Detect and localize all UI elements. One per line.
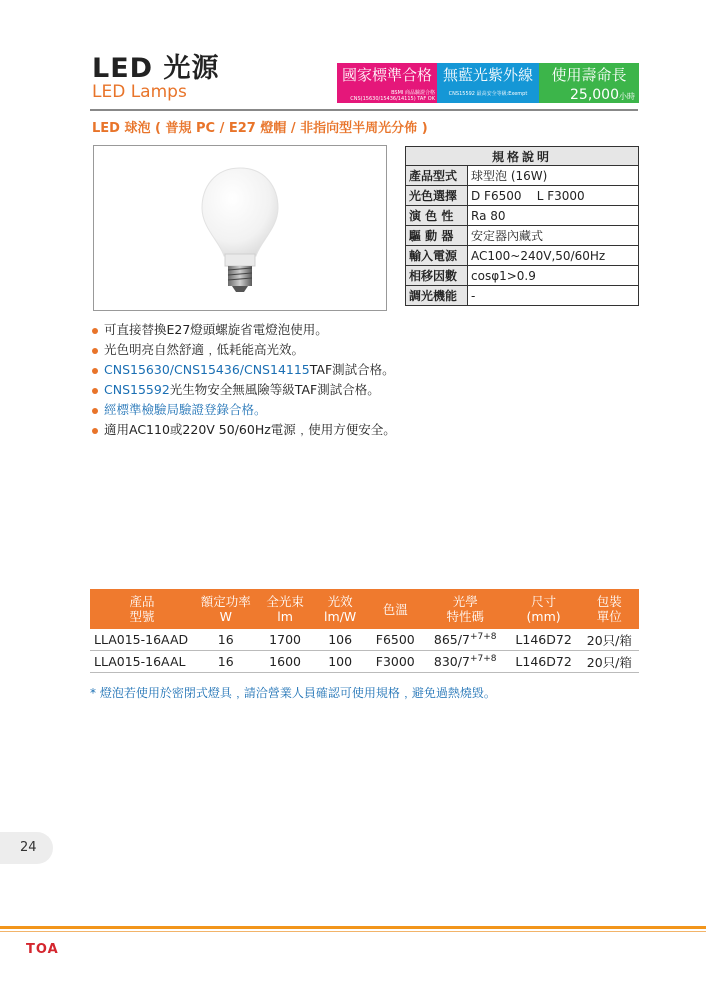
- bullet-icon: [92, 428, 98, 434]
- feature-text-standard: 經標準檢驗局驗證登錄合格。: [104, 402, 267, 417]
- spec-value: AC100~240V,50/60Hz: [468, 246, 639, 266]
- badge-subtext: CNS15592 最高安全等級:Exempt: [448, 91, 528, 97]
- spec-row: [406, 226, 639, 246]
- cell-lumen: 1700: [258, 629, 313, 651]
- spec-row: [406, 266, 639, 286]
- list-item: [92, 400, 396, 420]
- cell-size: L146D72: [508, 651, 580, 673]
- spec-key: 調光機能: [406, 286, 468, 306]
- table-row: [90, 651, 639, 673]
- cell-lumen: 1600: [258, 651, 313, 673]
- spec-row: [406, 186, 639, 206]
- spec-value: 球型泡 (16W): [468, 166, 639, 186]
- spec-table: [405, 146, 639, 306]
- cell-code: $830/7^{+7+8}$: [423, 651, 508, 673]
- spec-key: 產品型式: [406, 166, 468, 186]
- cell-pack: 20只/箱: [580, 629, 639, 651]
- table-row: [90, 629, 639, 651]
- column-header: 光學 特性碼: [423, 589, 508, 629]
- feature-text: 光色明亮自然舒適﹐低耗能高光效。: [104, 342, 305, 357]
- spec-value: 安定器內藏式: [468, 226, 639, 246]
- badge-no-blue-uv: [437, 63, 539, 103]
- spec-value: cosφ1>0.9: [468, 266, 639, 286]
- column-header: 額定功率 W: [194, 589, 258, 629]
- feature-list: [92, 320, 396, 440]
- spec-value: D F6500 L F3000: [468, 186, 639, 206]
- spec-row: [406, 206, 639, 226]
- list-item: [92, 420, 396, 440]
- bullet-icon: [92, 388, 98, 394]
- spec-key: 相移因數: [406, 266, 468, 286]
- cell-size: L146D72: [508, 629, 580, 651]
- cell-watt: 16: [194, 651, 258, 673]
- cell-efficacy: 106: [313, 629, 368, 651]
- badge-long-life: [539, 63, 639, 103]
- cell-model: LLA015-16AAL: [90, 651, 194, 673]
- badge-label: 國家標準合格: [341, 66, 432, 84]
- list-item: [92, 380, 396, 400]
- cell-pack: 20只/箱: [580, 651, 639, 673]
- list-item: [92, 320, 396, 340]
- spec-key: 輸入電源: [406, 246, 468, 266]
- feature-text-standard: CNS15592: [104, 382, 170, 397]
- section-heading: LED 球泡 ( 普規 PC / E27 燈帽 / 非指向型半周光分佈 ): [92, 121, 428, 136]
- badge-unit: 小時: [619, 92, 635, 101]
- title-divider: [90, 109, 638, 111]
- product-photo: [93, 145, 387, 311]
- spec-value: Ra 80: [468, 206, 639, 226]
- spec-row: [406, 166, 639, 186]
- spec-value: -: [468, 286, 639, 306]
- bullet-icon: [92, 408, 98, 414]
- toa-logo: TOA: [26, 942, 59, 957]
- column-header: 尺寸 (mm): [508, 589, 580, 629]
- spec-key: 驅 動 器: [406, 226, 468, 246]
- badge-label: 無藍光紫外線: [442, 66, 533, 84]
- spec-row: [406, 246, 639, 266]
- badge-label: 使用壽命長: [551, 66, 627, 84]
- feature-text: 光生物安全無風險等級TAF測試合格。: [169, 382, 380, 397]
- badge-value: 25,000: [570, 87, 619, 103]
- page-number: 24: [20, 840, 37, 855]
- cell-model: LLA015-16AAD: [90, 629, 194, 651]
- bullet-icon: [92, 348, 98, 354]
- list-item: [92, 360, 396, 380]
- bullet-icon: [92, 328, 98, 334]
- cell-cct: F3000: [368, 651, 423, 673]
- table-header-row: [90, 589, 639, 629]
- bullet-icon: [92, 368, 98, 374]
- feature-text: 適用AC110或220V 50/60Hz電源﹐使用方便安全。: [104, 422, 396, 437]
- page-title: LED 光源: [92, 53, 220, 84]
- footnote: * 燈泡若使用於密閉式燈具﹐請洽營業人員確認可使用規格﹐避免過熱燒毀。: [90, 686, 496, 700]
- feature-text-standard: CNS15630/CNS15436/CNS14115: [104, 362, 310, 377]
- feature-text: 可直接替換E27燈頭螺旋省電燈泡使用。: [104, 322, 328, 337]
- badge-national-standard: [337, 63, 437, 103]
- column-header: 光效 lm/W: [313, 589, 368, 629]
- column-header: 全光束 lm: [258, 589, 313, 629]
- footer-divider: [0, 926, 706, 929]
- spec-row: [406, 286, 639, 306]
- feature-text: TAF測試合格。: [309, 362, 395, 377]
- spec-table-title: 規格說明: [406, 147, 639, 166]
- spec-key: 光色選擇: [406, 186, 468, 206]
- list-item: [92, 340, 396, 360]
- spec-key: 演 色 性: [406, 206, 468, 226]
- product-table: [90, 589, 639, 673]
- cell-watt: 16: [194, 629, 258, 651]
- page-subtitle: LED Lamps: [92, 82, 187, 102]
- column-header: 色溫: [368, 589, 423, 629]
- cell-cct: F6500: [368, 629, 423, 651]
- column-header: 產品 型號: [90, 589, 194, 629]
- cell-efficacy: 100: [313, 651, 368, 673]
- column-header: 包裝 單位: [580, 589, 639, 629]
- badge-subtext: CNS(15630/15436/14115) TAF OK: [350, 96, 435, 102]
- cell-code: $865/7^{+7+8}$: [423, 629, 508, 651]
- footer-divider-thin: [0, 931, 706, 932]
- led-bulb-icon: [94, 146, 386, 310]
- badge-subtext: BSMI 商品驗證合格: [391, 90, 435, 96]
